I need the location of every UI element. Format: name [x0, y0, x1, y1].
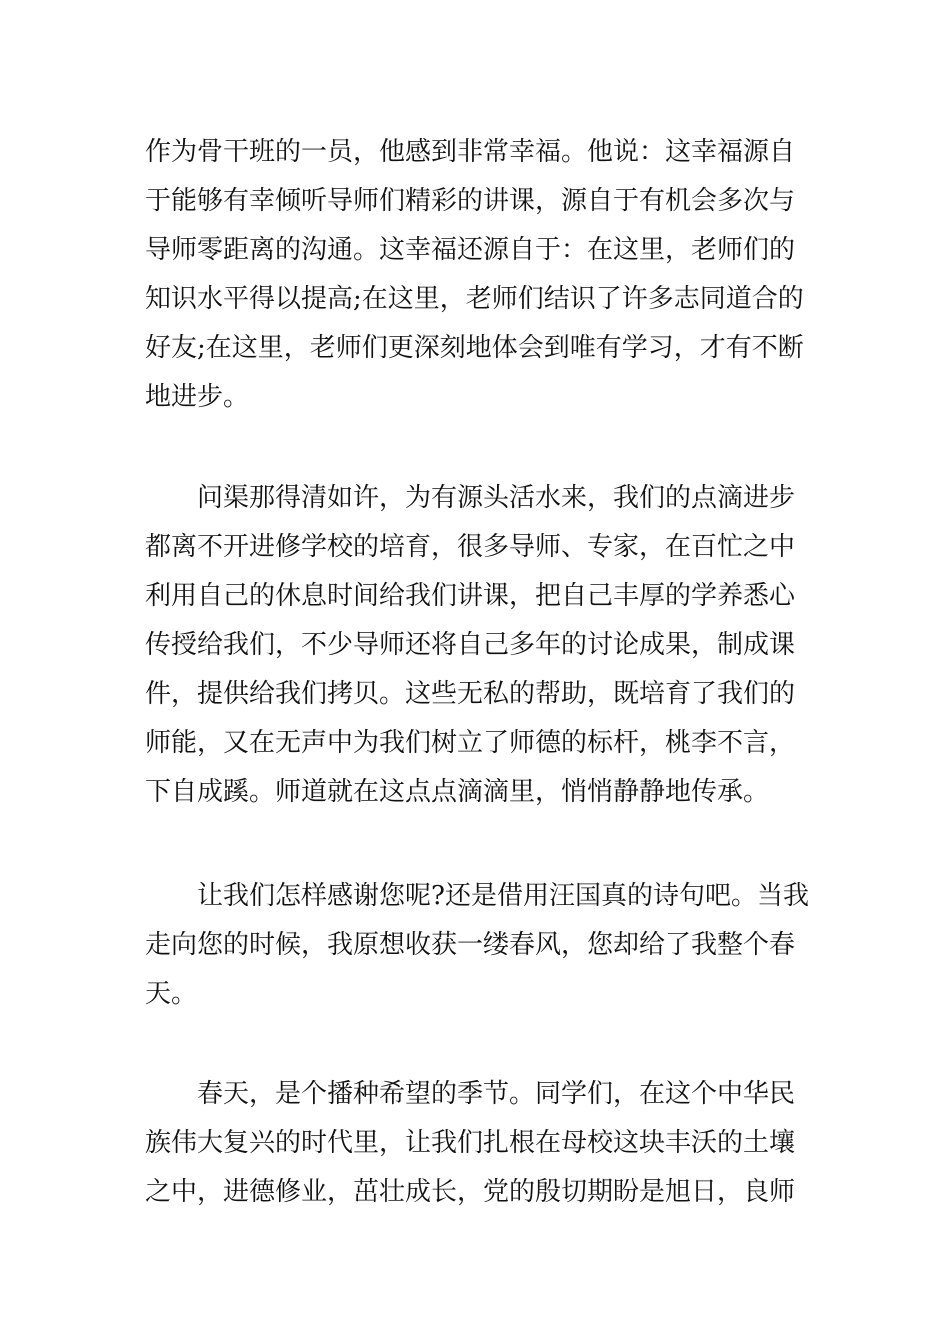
paragraph-line: 走向您的时候，我原想收获一缕春风，您却给了我整个春	[145, 930, 796, 960]
paragraph-line: 天。	[145, 979, 198, 1009]
paragraph-line: 地进步。	[145, 382, 250, 412]
paragraph-line: 都离不开进修学校的培育，很多导师、专家，在百忙之中	[145, 532, 796, 562]
paragraph-line: 件，提供给我们拷贝。这些无私的帮助，既培育了我们的	[145, 679, 796, 709]
paragraph-line: 好友;在这里，老师们更深刻地体会到唯有学习，才有不断	[145, 333, 804, 363]
paragraph-line: 导师零距离的沟通。这幸福还源自于：在这里，老师们的	[145, 235, 796, 265]
paragraph-line: 利用自己的休息时间给我们讲课，把自己丰厚的学养悉心	[145, 581, 796, 611]
paragraph-line: 下自成蹊。师道就在这点点滴滴里，悄悄静静地传承。	[145, 777, 770, 807]
paragraph-line: 师能，又在无声中为我们树立了师德的标杆，桃李不言，	[145, 728, 796, 758]
paragraph-line: 族伟大复兴的时代里，让我们扎根在母校这块丰沃的土壤	[145, 1128, 796, 1158]
paragraph-line: 知识水平得以提高;在这里，老师们结识了许多志同道合的	[145, 284, 804, 314]
paragraph-1	[145, 128, 810, 422]
paragraph-line: 之中，进德修业，茁壮成长，党的殷切期盼是旭日，良师	[145, 1177, 796, 1207]
paragraph-line: 传授给我们，不少导师还将自己多年的讨论成果，制成课	[145, 630, 796, 660]
paragraph-2	[145, 474, 810, 817]
paragraph-3	[145, 872, 810, 1019]
paragraph-line: 问渠那得清如许，为有源头活水来，我们的点滴进步	[197, 483, 796, 513]
paragraph-line: 作为骨干班的一员，他感到非常幸福。他说：这幸福源自	[145, 137, 796, 167]
paragraph-line: 让我们怎样感谢您呢?还是借用汪国真的诗句吧。当我	[197, 881, 809, 911]
paragraph-line: 于能够有幸倾听导师们精彩的讲课，源自于有机会多次与	[145, 186, 796, 216]
paragraph-4	[145, 1070, 810, 1217]
paragraph-line: 春天，是个播种希望的季节。同学们，在这个中华民	[197, 1079, 796, 1109]
